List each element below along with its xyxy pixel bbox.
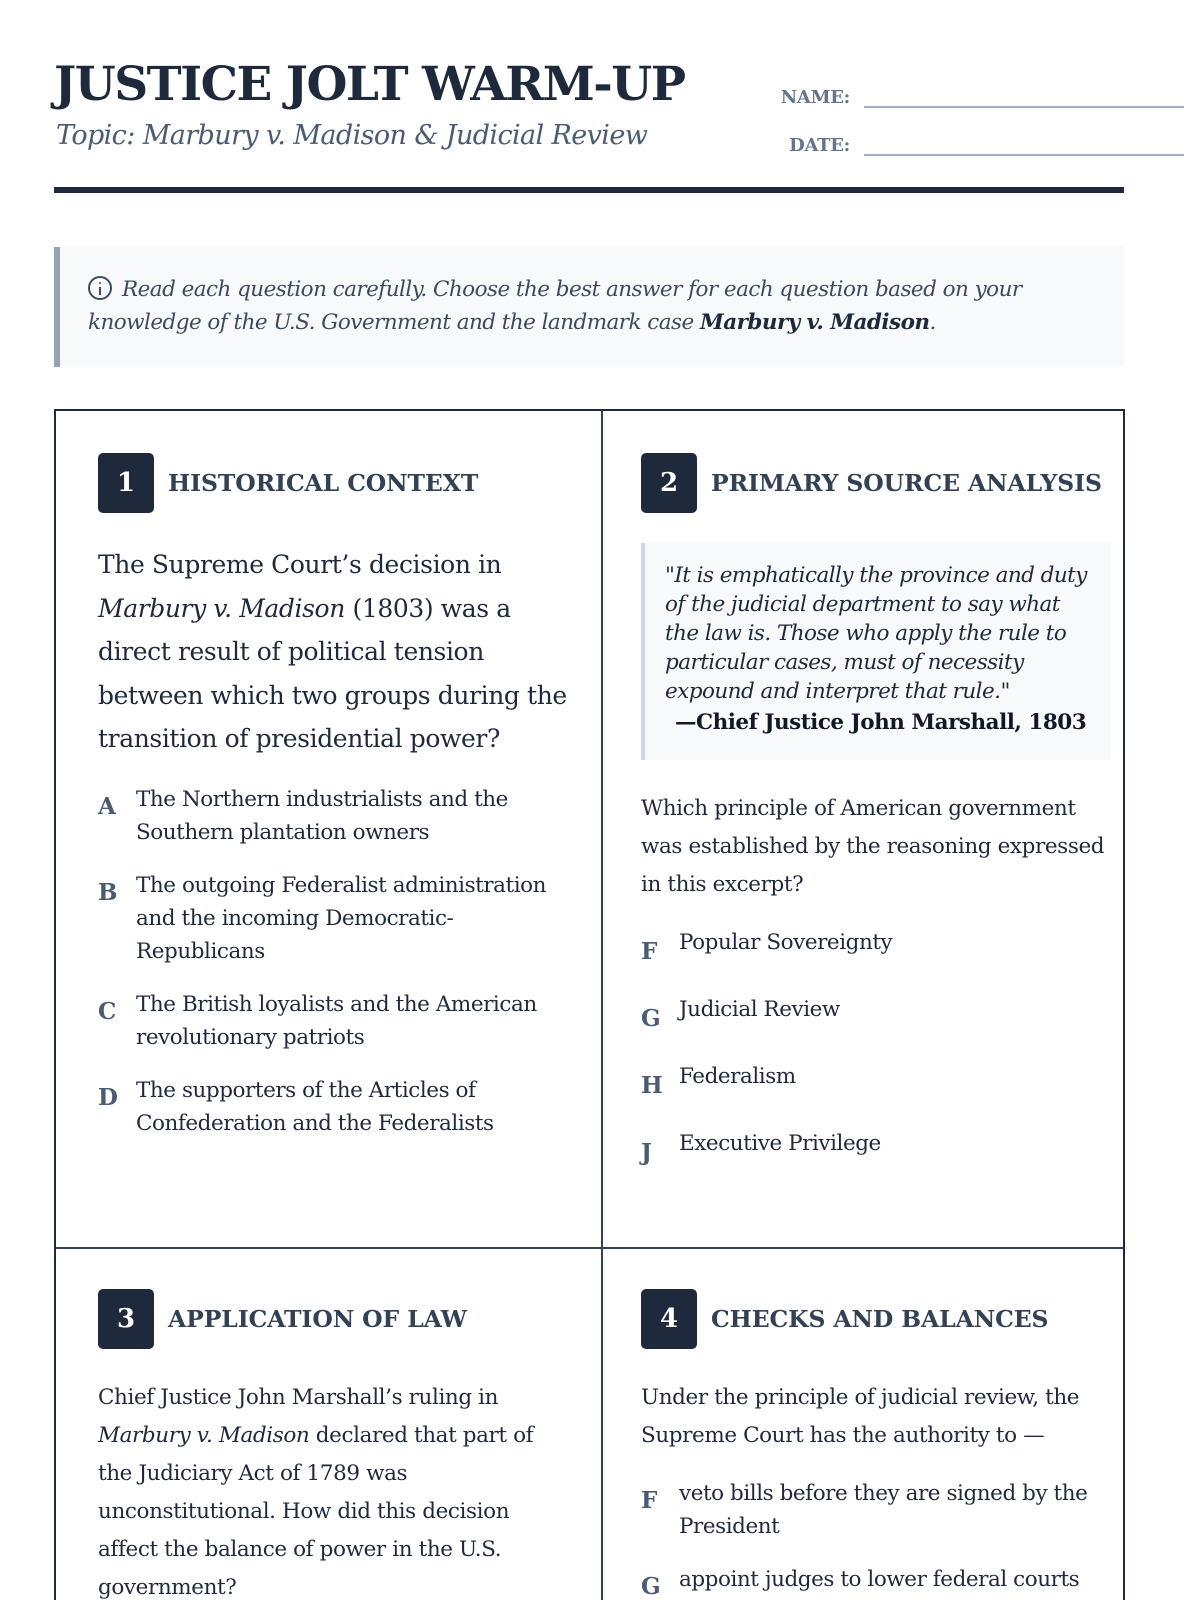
option-letter: F xyxy=(641,1487,658,1514)
option-text: The supporters of the Articles of Confederation and the Federalists xyxy=(136,1077,494,1136)
instructions-text: Read each question carefully. Choose the best answer for each question based on your knowledge of the U.S. Government and the landmark case xyxy=(88,277,1022,335)
question-4 xyxy=(641,1289,1111,1600)
question-1 xyxy=(98,453,568,1160)
question-stem: Which principle of American government was established by the reasoning expressed in this excerpt? xyxy=(641,796,1105,897)
question-stem xyxy=(98,1379,568,1600)
grid-horizontal-divider xyxy=(56,1247,1123,1249)
question-number-badge: 4 xyxy=(641,1289,697,1349)
option-text: veto bills before they are signed by the President xyxy=(679,1481,1088,1539)
option-letter: F xyxy=(641,938,658,965)
option-d[interactable] xyxy=(98,1074,568,1140)
question-title: HISTORICAL CONTEXT xyxy=(168,469,479,497)
info-circle-icon xyxy=(88,276,112,300)
option-c[interactable] xyxy=(98,988,568,1054)
stem-text: Chief Justice John Marshall’s ruling in xyxy=(98,1385,499,1410)
option-text: Judicial Review xyxy=(679,997,840,1022)
option-text: The Northern industrialists and the Southern plantation owners xyxy=(136,786,508,845)
date-label: DATE: xyxy=(789,135,850,156)
question-title: PRIMARY SOURCE ANALYSIS xyxy=(711,469,1102,497)
question-stem xyxy=(98,543,568,761)
option-text: The outgoing Federalist administration and the incoming Democratic-Republicans xyxy=(136,872,547,964)
name-field xyxy=(754,72,1184,108)
answer-options xyxy=(641,1477,1111,1600)
option-text: Popular Sovereignty xyxy=(679,930,893,955)
stem-text: The Supreme Court’s decision in xyxy=(98,550,502,579)
option-g[interactable] xyxy=(641,993,1111,1032)
worksheet-header xyxy=(54,56,1124,196)
question-grid xyxy=(54,409,1125,1600)
option-text: appoint judges to lower federal courts xyxy=(679,1567,1080,1592)
question-title: APPLICATION OF LAW xyxy=(168,1305,467,1333)
question-title: CHECKS AND BALANCES xyxy=(711,1305,1049,1333)
primary-source-quote xyxy=(641,543,1111,760)
name-input-line[interactable] xyxy=(864,72,1184,108)
question-number-badge: 2 xyxy=(641,453,697,513)
page-title: JUSTICE JOLT WARM-UP xyxy=(54,57,685,112)
answer-options xyxy=(98,783,568,1140)
option-h[interactable] xyxy=(641,1060,1111,1099)
case-name: Marbury v. Madison xyxy=(98,593,345,623)
question-number-badge: 1 xyxy=(98,453,154,513)
option-letter: D xyxy=(98,1083,118,1111)
option-letter: B xyxy=(98,878,118,906)
option-letter: G xyxy=(641,1005,661,1032)
case-name: Marbury v. Madison xyxy=(98,1423,310,1448)
option-letter: G xyxy=(641,1573,661,1600)
stem-text: declared that part of the Judiciary Act of 1789 was unconstitutional. How did this decision affect the balance of power in the U.S. government? xyxy=(98,1423,534,1600)
name-label: NAME: xyxy=(780,87,850,108)
question-3 xyxy=(98,1289,568,1600)
question-header xyxy=(98,1289,568,1349)
question-2 xyxy=(641,453,1111,1194)
question-header xyxy=(98,453,568,513)
question-header xyxy=(641,1289,1111,1349)
option-j[interactable] xyxy=(641,1127,1111,1166)
instructions-end: . xyxy=(929,310,936,335)
option-letter: C xyxy=(98,997,117,1025)
option-b[interactable] xyxy=(98,869,568,968)
option-letter: H xyxy=(641,1072,663,1099)
instructions-box xyxy=(54,247,1124,367)
option-f[interactable] xyxy=(641,1477,1111,1543)
option-text: Federalism xyxy=(679,1064,796,1089)
option-a[interactable] xyxy=(98,783,568,849)
grid-vertical-divider xyxy=(601,411,603,1600)
page-subtitle: Topic: Marbury v. Madison & Judicial Review xyxy=(56,120,648,151)
option-text: Executive Privilege xyxy=(679,1131,881,1156)
stem-text: (1803) was a direct result of political tension between which two groups during the transition of presidential power? xyxy=(98,593,567,753)
date-input-line[interactable] xyxy=(864,120,1184,156)
question-header xyxy=(641,453,1111,513)
question-stem: Under the principle of judicial review, the Supreme Court has the authority to — xyxy=(641,1385,1080,1448)
header-divider xyxy=(54,187,1124,193)
quote-attribution: —Chief Justice John Marshall, 1803 xyxy=(675,710,1087,735)
option-letter: J xyxy=(641,1139,652,1166)
date-field xyxy=(754,120,1184,156)
option-text: The British loyalists and the American revolutionary patriots xyxy=(136,991,537,1050)
instructions-case-name: Marbury v. Madison xyxy=(700,310,930,335)
option-f[interactable] xyxy=(641,926,1111,965)
answer-options xyxy=(641,926,1111,1166)
quote-text: "It is emphatically the province and duty of the judicial department to say what the law is. Those who apply the rule to particular cases, must of necessity expound and interpret that rule." xyxy=(665,563,1087,704)
option-g[interactable] xyxy=(641,1563,1111,1600)
question-number-badge: 3 xyxy=(98,1289,154,1349)
option-letter: A xyxy=(98,792,116,820)
